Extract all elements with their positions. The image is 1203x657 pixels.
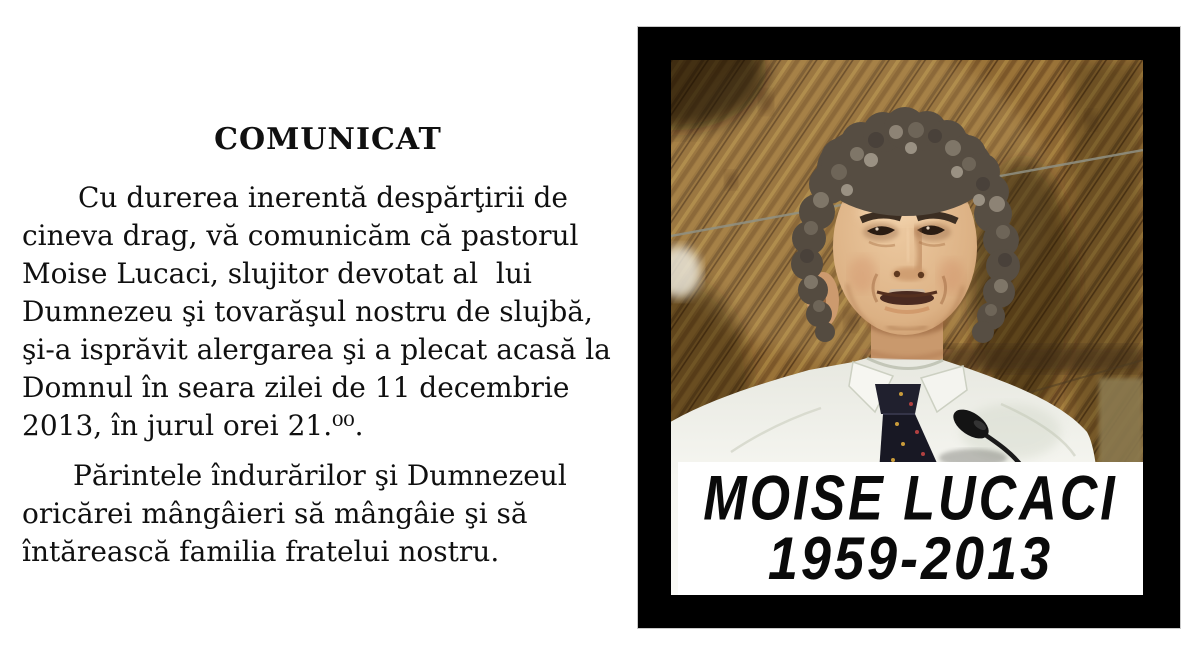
- text-line: Domnul în seara zilei de 11 decembrie: [22, 371, 570, 404]
- memorial-photo-frame: [638, 27, 1180, 628]
- caption-years: 1959-2013: [767, 524, 1054, 593]
- text-line: cineva drag, vă comunicăm că pastorul: [22, 219, 579, 252]
- communique-paragraph-1: [22, 179, 611, 445]
- caption-name: MOISE LUCACI: [703, 463, 1118, 534]
- text-line: 2013, în jurul orei 21.⁰⁰.: [22, 409, 364, 442]
- text-line: oricărei mângâieri să mângâie şi să: [22, 497, 528, 530]
- text-line: întărească familia fratelui nostru.: [22, 535, 500, 568]
- text-line: Cu durerea inerentă despărţirii de: [78, 181, 568, 214]
- text-line: Dumnezeu şi tovarăşul nostru de slujbă,: [22, 295, 593, 328]
- communique-title: COMUNICAT: [214, 122, 442, 158]
- caption-banner: [678, 462, 1143, 595]
- text-line: Părintele îndurărilor şi Dumnezeul: [73, 459, 567, 492]
- text-line: Moise Lucaci, slujitor devotat al lui: [22, 257, 532, 290]
- communique-paragraph-2: [22, 457, 567, 571]
- text-line: şi-a isprăvit alergarea şi a plecat acasă la: [22, 333, 611, 366]
